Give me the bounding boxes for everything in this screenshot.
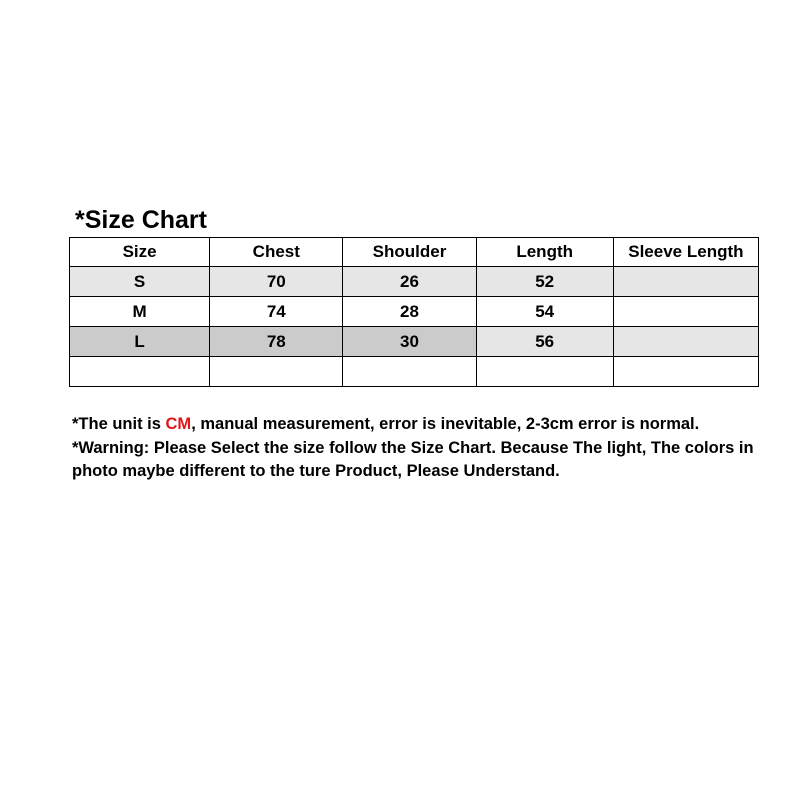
cell-sleeve-length — [613, 357, 758, 387]
cell-shoulder: 30 — [343, 327, 476, 357]
cell-length: 56 — [476, 327, 613, 357]
cell-size — [70, 357, 210, 387]
unit-note-suffix: , manual measurement, error is inevitable, 2-3cm error is normal. — [191, 415, 700, 433]
cell-shoulder: 26 — [343, 267, 476, 297]
header-chest: Chest — [210, 238, 343, 267]
warning-note: *Warning: Please Select the size follow the Size Chart. Because The light, The colors in photo maybe different to the ture Product, Please Understand. — [72, 438, 754, 480]
header-sleeve-length: Sleeve Length — [613, 238, 758, 267]
cell-size: M — [70, 297, 210, 327]
header-shoulder: Shoulder — [343, 238, 476, 267]
cell-length: 52 — [476, 267, 613, 297]
cell-sleeve-length — [613, 327, 758, 357]
cell-size: S — [70, 267, 210, 297]
cell-length — [476, 357, 613, 387]
cell-chest — [210, 357, 343, 387]
table-row — [70, 297, 759, 327]
size-chart-table — [69, 237, 759, 387]
cell-chest: 74 — [210, 297, 343, 327]
table-row — [70, 327, 759, 357]
cell-sleeve-length — [613, 297, 758, 327]
table-row — [70, 357, 759, 387]
cell-chest: 78 — [210, 327, 343, 357]
table-row — [70, 267, 759, 297]
table-header-row — [70, 238, 759, 267]
header-length: Length — [476, 238, 613, 267]
cell-sleeve-length — [613, 267, 758, 297]
cell-size: L — [70, 327, 210, 357]
size-notes — [72, 413, 797, 484]
cell-shoulder — [343, 357, 476, 387]
unit-note — [72, 413, 797, 437]
cell-length: 54 — [476, 297, 613, 327]
unit-highlight: CM — [165, 415, 192, 433]
cell-chest: 70 — [210, 267, 343, 297]
size-chart-title: *Size Chart — [75, 206, 207, 234]
header-size: Size — [70, 238, 210, 267]
unit-note-prefix: *The unit is — [72, 415, 166, 433]
cell-shoulder: 28 — [343, 297, 476, 327]
